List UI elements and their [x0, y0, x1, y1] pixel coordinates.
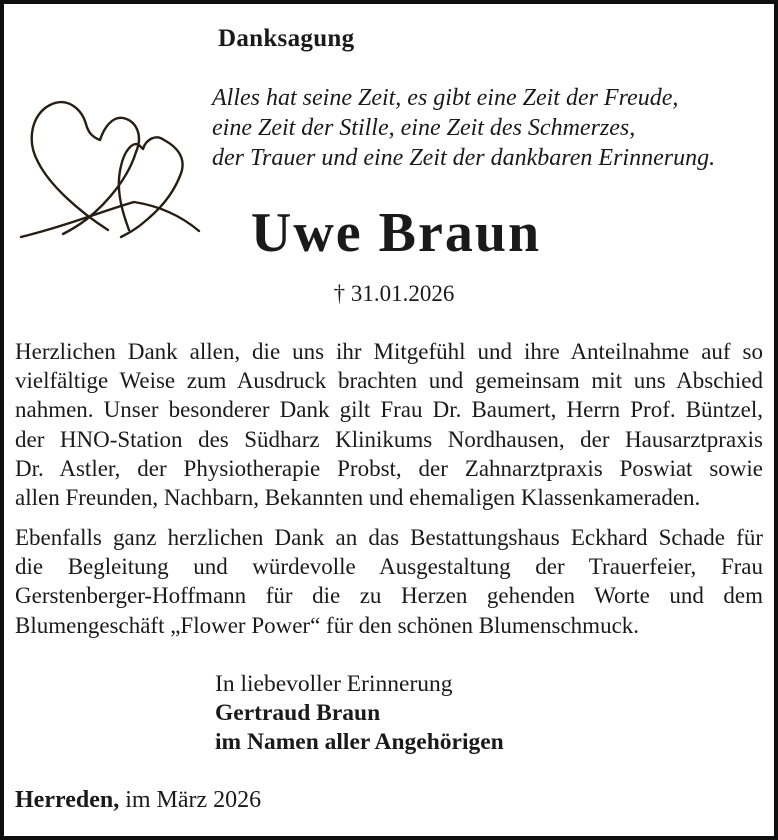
- memorial-quote-line: der Trauer und eine Zeit der dankbaren Erinnerung.: [212, 145, 716, 171]
- closing-mourner-name: Gertraud Braun: [215, 700, 381, 726]
- paragraph-line: nahmen. Unser besonderer Dank gilt Frau Dr. Baumert, Herrn Prof. Büntzel,: [15, 397, 763, 423]
- death-date: † 31.01.2026: [333, 281, 455, 306]
- closing-family-line: im Namen aller Angehörigen: [215, 729, 504, 755]
- deceased-name: Uwe Braun: [250, 202, 542, 264]
- paragraph-line: Gerstenberger-Hoffmann für die zu Herzen gehenden Worte und dem: [15, 583, 763, 609]
- paragraph-line: Blumengeschäft „Flower Power“ für den schönen Blumenschmuck.: [15, 612, 640, 638]
- closing-block: [215, 670, 504, 757]
- paragraph-line: Herzlichen Dank allen, die uns ihr Mitgefühl und ihre Anteilnahme auf so: [15, 339, 763, 364]
- paragraph-line: Ebenfalls ganz herzlichen Dank an das Bestattungshaus Eckhard Schade für: [15, 525, 763, 550]
- memorial-quote-line: Alles hat seine Zeit, es gibt eine Zeit der Freude,: [212, 85, 679, 111]
- paragraph-line: vielfältige Weise zum Ausdruck brachten und gemeinsam mit uns Abschied: [15, 368, 763, 394]
- place-name: Herreden,: [15, 787, 120, 813]
- paragraph-line: die Begleitung und würdevolle Ausgestaltung der Trauerfeier, Frau: [15, 554, 763, 580]
- paragraph-line: der HNO-Station des Südharz Klinikums Nordhausen, der Hausarztpraxis: [15, 426, 763, 452]
- place-date-line: [15, 786, 261, 814]
- paragraph-line: allen Freunden, Nachbarn, Bekannten und ehemaligen Klassenkameraden.: [15, 485, 701, 511]
- memorial-quote-line: eine Zeit der Stille, eine Zeit des Schmerzes,: [212, 115, 636, 141]
- thanks-paragraph-1: [15, 337, 763, 512]
- closing-remembrance-line: In liebevoller Erinnerung: [215, 671, 453, 697]
- memorial-quote: [212, 83, 715, 173]
- paragraph-line: Dr. Astler, der Physiotherapie Probst, der Zahnarztpraxis Poswiat sowie: [15, 455, 763, 481]
- danksagung-heading: Danksagung: [218, 25, 355, 52]
- thanks-paragraph-2: [15, 523, 763, 640]
- date-text: im März 2026: [119, 787, 262, 813]
